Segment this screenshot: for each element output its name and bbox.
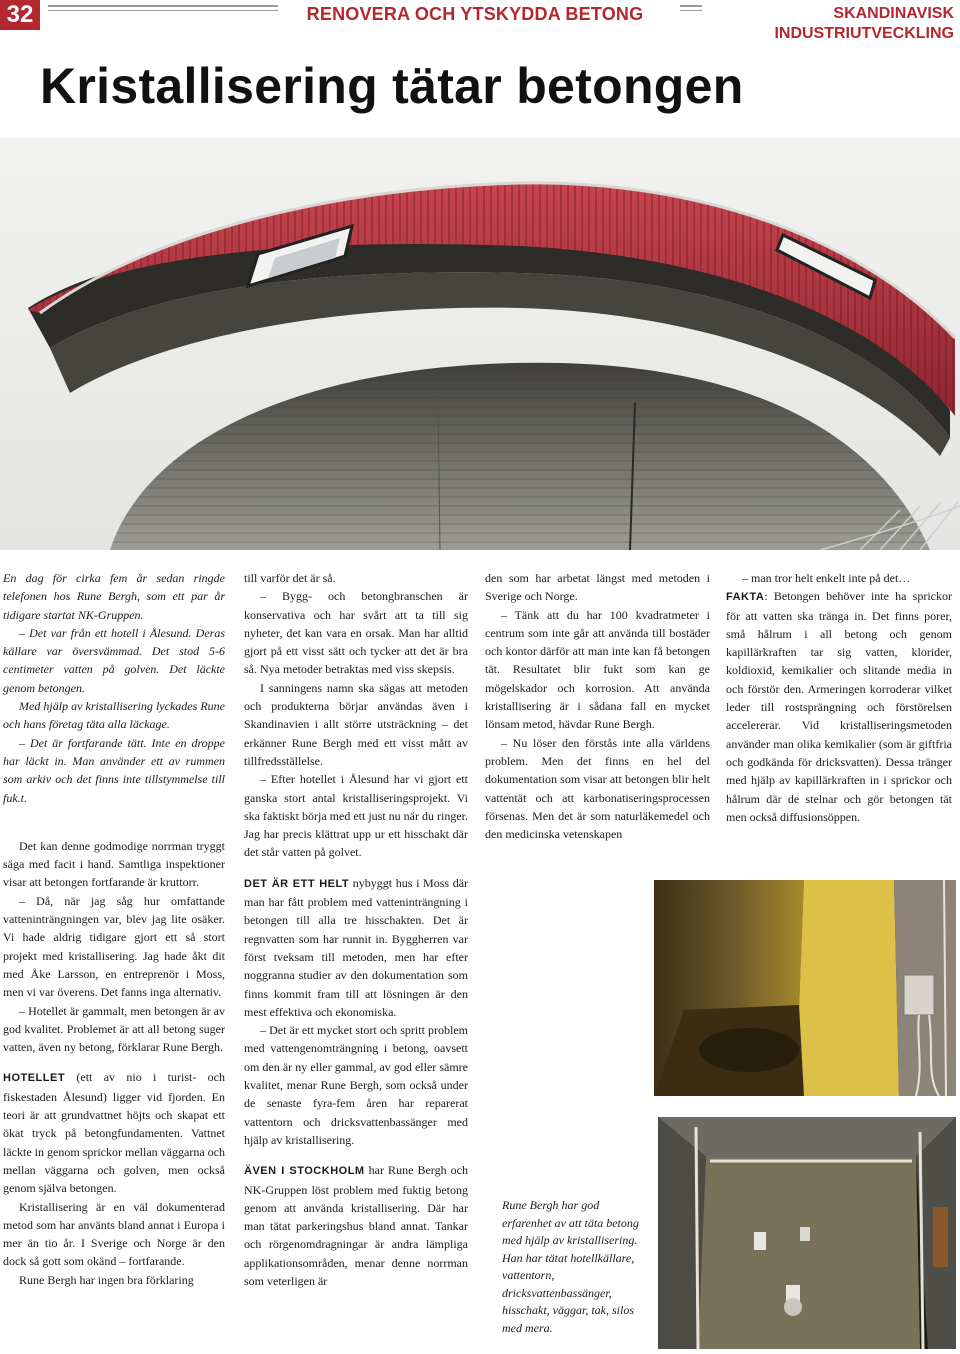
section-title: RENOVERA OCH YTSKYDDA BETONG (306, 4, 644, 24)
header-rule (48, 10, 278, 11)
body-paragraph: I sanningens namn ska sägas att metoden och produkterna börjar användas även i Skandinavien i allt större utsträckning – det erkänner Rune Bergh med ett visst mått av tillfredsställelse. (244, 680, 468, 768)
water-tower-photo (0, 138, 960, 550)
body-paragraph: Kristallisering är en väl dokumenterad metod som har använts bland annat i Europa i mer än tio år. I Sverige och Norge är den dock så gott som okänd – fortfarande. (3, 1199, 225, 1269)
body-paragraph: HOTELLET (ett av nio i turist- och fiskestaden Ålesund) ligger vid fjorden. En teori är att grundvattnet höjts och skapat ett ökat tryck på betongfundamenten. Vattnet läckte in genom sprickor mellan väggarna och mellan väggarna och golven, men också genom själva betongen. (3, 1070, 225, 1196)
intro-paragraph: Med hjälp av kristallisering lyckades Rune och hans företag täta alla läckage. (3, 699, 225, 732)
paragraph-gap (3, 807, 225, 837)
body-paragraph: DET ÄR ETT HELT nybyggt hus i Moss där man har fått problem med vatteninträngning i betongen till alla tre hisschakten. Det är regnvatten som har runnit in. Byggherren var först tveksam till metoden, men har efter noggranna studier av den dokumentation som finns kommit fram till att lösningen är den mest effektiva och ekonomiska. (244, 875, 469, 1019)
body-paragraph: – Tänk att du har 100 kvadratmeter i centrum som inte går att använda till bostäder och kontor därför att man inte kan få betongen tät. Resultatet blir fukt som kan ge mögelskador och korrosion. Att använda kristallisering är i sådana fall en mycket lönsam metod, hävdar Rune Bergh. (485, 607, 710, 732)
photo-caption: Rune Bergh har god erfarenhet av att täta betong med hjälp av kristallisering. Han har tätat hotellkällare, vattentorn, dricksvattenbassänger, hisschakt, väggar, tak, silos med mera. (502, 1198, 639, 1335)
body-paragraph: till varför det är så. (244, 571, 336, 585)
body-paragraph: – Bygg- och betongbranschen är konservativa och har svårt att ta till sig nyheter, det kan vara en orsak. Man har alltid gjort på ett visst sätt och tycker att det är bra så. Nya metoder betraktas med viss skepsis. (244, 589, 468, 677)
run-in-heading: HOTELLET (3, 1072, 66, 1085)
body-paragraph: – Då, när jag såg hur omfattande vatteninträngningen var, blev jag lite osäker. Vi hade aldrig tidigare gjort ett så stort projekt med kristallisering. Jag hade åkt dit med Åke Larsson, en entreprenör i Moss, men vi var överens. Det fanns inga alternativ. (3, 893, 225, 1000)
header-rule (48, 5, 278, 7)
page-number: 32 (0, 0, 40, 30)
intro-paragraph: – Det var från ett hotell i Ålesund. Deras källare var översvämmad. Det stod 5-6 centimeter vatten på golven. Det läckte genom betongen. (3, 625, 225, 695)
header-rule (680, 10, 702, 11)
body-paragraph: Det kan denne godmodige norrman tryggt säga med facit i hand. Samtliga inspektioner visar att betongen fortfarande är kruttorr. (3, 838, 225, 890)
intro-paragraph: – Det är fortfarande tätt. Inte en droppe har läckt in. Man använder ett av rummen som arkiv och det finns inte tillstymmelse till fuk.t. (3, 735, 225, 805)
run-in-heading: ÄVEN I STOCKHOLM (244, 1165, 365, 1178)
article-column-2 (244, 569, 468, 1290)
publication-name: SKANDINAVISK INDUSTRIUTVECKLING (774, 5, 954, 42)
headline: Kristallisering tätar betongen (40, 58, 744, 114)
body-paragraph: – Nu löser den förstås inte alla världens problem. Men det finns en hel del dokumentation som visar att betongen blir helt vattentät och att karbonatiseringsprocessen försenas. Men det är som naturläkemedel och den medicinska vetenskapen (485, 735, 710, 842)
intro-paragraph: En dag för cirka fem år sedan ringde telefonen hos Rune Bergh, som ett par år tidigare startat NK-Gruppen. (3, 571, 225, 622)
paragraph-gap (244, 1149, 468, 1161)
paragraph-gap (3, 1056, 225, 1068)
header-rule (680, 5, 702, 7)
elevator-shaft-photo (658, 1117, 956, 1349)
paragraph-gap (244, 862, 468, 874)
article-column-4 (726, 569, 952, 826)
fakta-box: FAKTA: Betongen behöver inte ha sprickor för att vatten ska tränga in. Det finns porer, små hålrum i all betong och genom kapillärkraften tar sig vatten, klorider, koldioxid, kemikalier och slitande media in och förstör den. Armeringen korroderar vilket leder till rostsprängning och förstörelsen accelererar. Vid kristalliseringsmetoden använder man olika kemikalier (som är giftfria och godkända för dricksvatten). Dessa tränger med hjälp av kapillärkraften in i sprickor och hålrum där de stelnar och gör betongen tät men också diffusionsöppen. (726, 589, 952, 824)
run-in-heading: DET ÄR ETT HELT (244, 877, 350, 890)
body-paragraph: – Hotellet är gammalt, men betongen är av god kvalitet. Problemet är att all betong suger vatten, även ny betong, förklarar Rune Bergh. (3, 1003, 225, 1055)
fakta-label: FAKTA (726, 591, 765, 604)
article-column-1 (3, 569, 225, 1289)
body-paragraph: – man tror helt enkelt inte på det… (742, 571, 911, 585)
body-paragraph: – Det är ett mycket stort och spritt problem med vattengenomträngning i betong, oavsett om den är ny eller gammal, av god eller sämre kvalitet, menar Rune Bergh, som också under de senaste fyra-fem åren har reparerat vattentorn och dricksvattenbassänger med hjälp av kristallisering. (244, 1023, 468, 1147)
basement-photo (654, 880, 956, 1096)
body-paragraph: ÄVEN I STOCKHOLM har Rune Bergh och NK-Gruppen löst problem med fuktig betong genom att använda kristallisering. Där har man tätat parkeringshus bland annat. Tankar och rörgenomdragningar är andra lämpliga applikationsområden, menar denne norrman som veterligen är (244, 1163, 468, 1288)
article-column-3 (485, 569, 710, 843)
body-paragraph: den som har arbetat längst med metoden i Sverige och Norge. (485, 571, 710, 604)
body-paragraph: – Efter hotellet i Ålesund har vi gjort ett ganska stort antal kristalliseringsprojekt. Vi ska faktiskt börja med ett just nu när du ringer. Jag har precis klättrat upp ur ett hisschakt där det står vatten på golvet. (244, 772, 468, 860)
body-paragraph: Rune Bergh har ingen bra förklaring (19, 1272, 194, 1287)
